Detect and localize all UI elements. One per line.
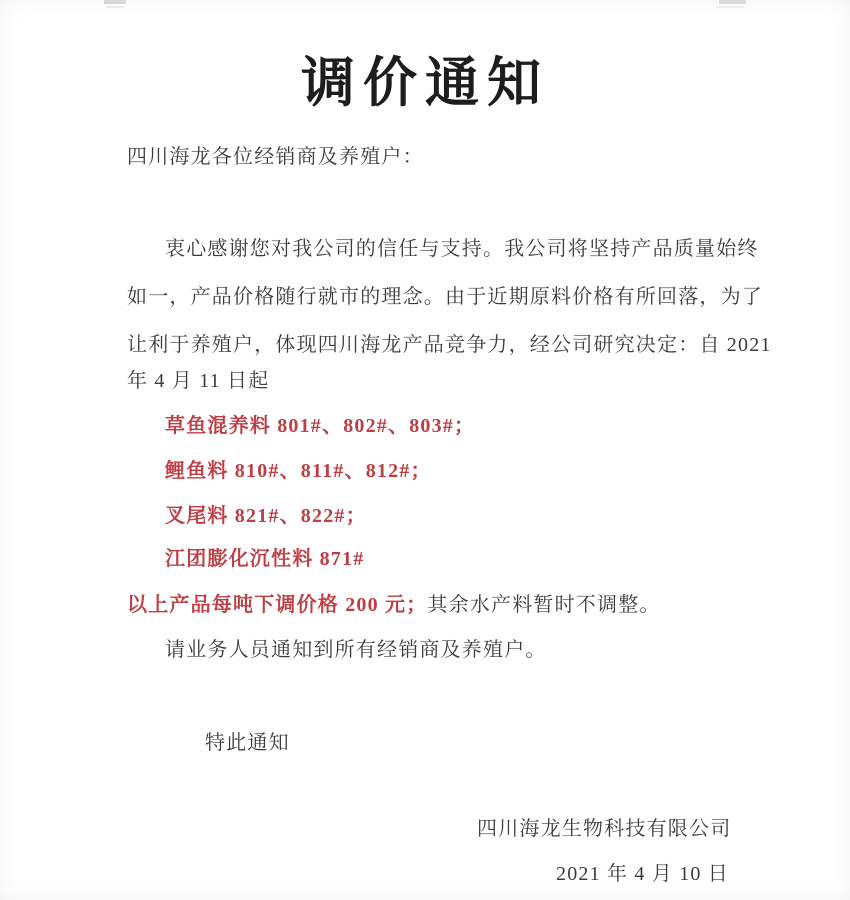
body-paragraph-line: 如一，产品价格随行就市的理念。由于近期原料价格有所回落，为了 — [127, 286, 763, 308]
scan-smudge — [716, 6, 744, 8]
price-adjustment-summary-line — [127, 588, 661, 617]
price-item-catfish-feed: 叉尾料 821#、822#； — [165, 505, 367, 527]
body-paragraph-line: 让利于养殖户，体现四川海龙产品竞争力，经公司研究决定：自 2021 — [127, 334, 772, 356]
scan-smudge — [106, 6, 124, 8]
price-item-grass-carp-feed: 草鱼混养料 801#、802#、803#； — [165, 415, 476, 437]
salutation-line: 四川海龙各位经销商及养殖户： — [127, 146, 424, 168]
signature-date: 2021 年 4 月 10 日 — [556, 863, 729, 885]
price-reduction-rest: 其余水产料暂时不调整。 — [427, 594, 661, 616]
closing-phrase: 特此通知 — [205, 732, 290, 754]
price-item-sinking-feed: 江团膨化沉性料 871# — [165, 548, 365, 570]
price-item-carp-feed: 鲤鱼料 810#、811#、812#； — [165, 460, 432, 482]
body-paragraph-line: 年 4 月 11 日起 — [127, 370, 270, 392]
instruction-line: 请业务人员通知到所有经销商及养殖户。 — [165, 639, 547, 661]
price-reduction-highlight: 以上产品每吨下调价格 200 元； — [127, 594, 428, 616]
scan-smudge — [104, 0, 126, 4]
scan-smudge — [719, 0, 746, 4]
signature-company-name: 四川海龙生物科技有限公司 — [477, 818, 732, 840]
body-paragraph-line: 衷心感谢您对我公司的信任与支持。我公司将坚持产品质量始终 — [165, 238, 759, 260]
document-title: 调价通知 — [301, 53, 549, 114]
